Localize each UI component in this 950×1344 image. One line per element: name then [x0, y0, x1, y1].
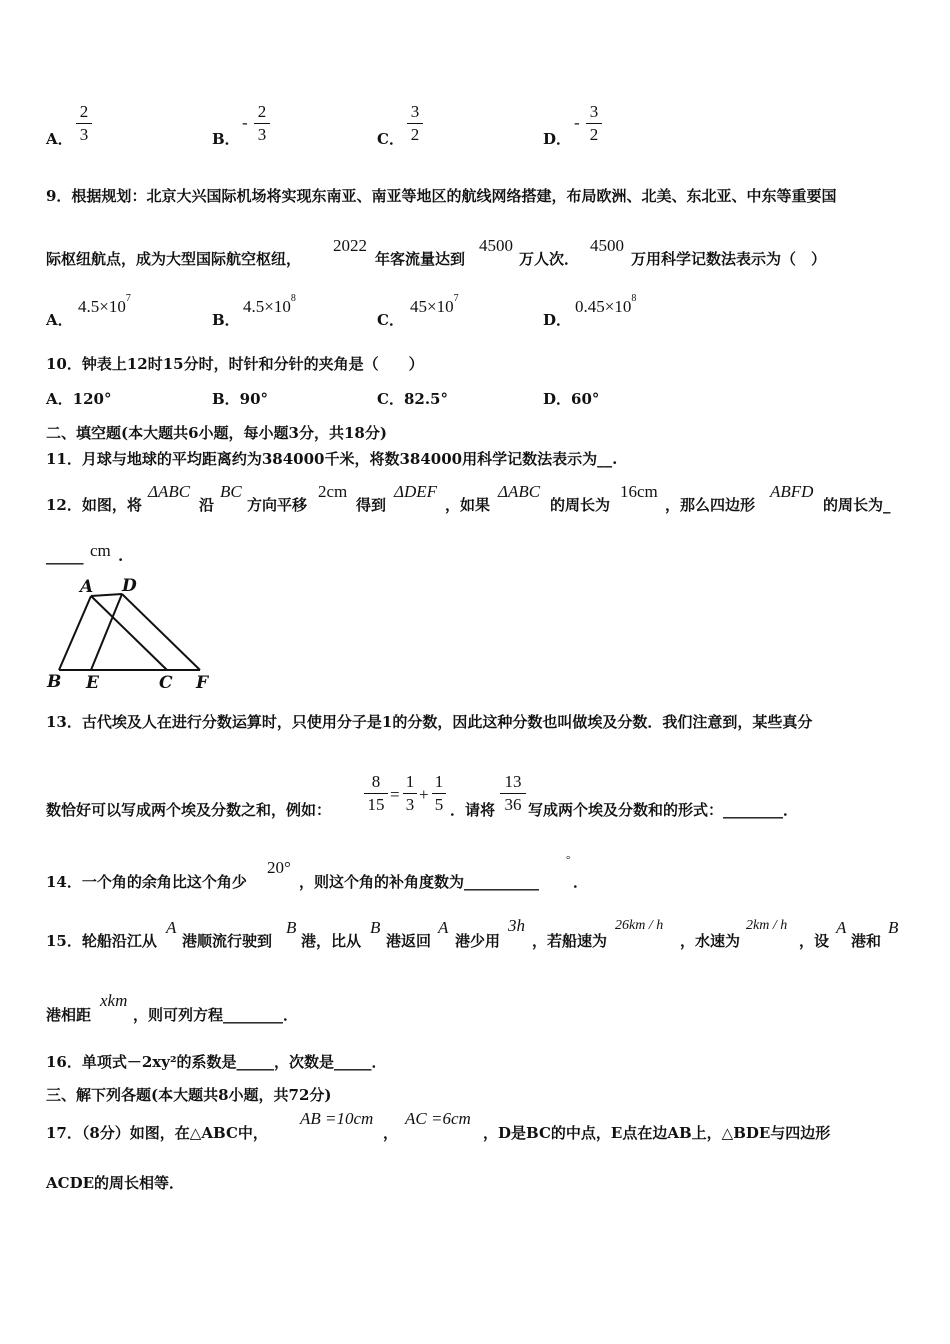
- label-a: A: [80, 577, 94, 597]
- fraction-1-3: 1 3: [403, 772, 417, 815]
- fraction-13-36: 13 36: [500, 772, 526, 815]
- q17-stem-line2: ACDE的周长相等．: [46, 1174, 185, 1192]
- section-2-heading: 二、填空题(本大题共6小题，每小题3分，共18分): [46, 424, 387, 442]
- fraction: 2 3: [254, 102, 270, 145]
- label-f: F: [196, 673, 209, 692]
- q10-stem: 10．钟表上12时15分时，时针和分针的夹角是（ ）: [46, 355, 424, 373]
- label-e: E: [86, 673, 99, 692]
- q13-stem-line1: 13．古代埃及人在进行分数运算时，只使用分子是1的分数，因此这种分数也叫做埃及分数．我们注意到，某些真分: [46, 713, 813, 731]
- label-d: D: [122, 576, 137, 596]
- fraction: 3 2: [586, 102, 602, 145]
- label-c: C: [159, 673, 173, 692]
- q16-stem: 16．单项式－2xy²的系数是_____，次数是_____．: [46, 1053, 387, 1071]
- fraction: 2 3: [76, 102, 92, 145]
- segment-de: [91, 594, 122, 670]
- fraction: 3 2: [407, 102, 423, 145]
- label-b: B: [47, 672, 62, 692]
- segment-ad: [91, 594, 122, 596]
- fraction-8-15: 8 15: [364, 772, 388, 815]
- q11-stem: 11．月球与地球的平均距离约为384000千米，将数384000用科学记数法表示为__.: [46, 450, 618, 468]
- segment-ab: [59, 596, 91, 670]
- segment-ac: [91, 596, 167, 670]
- fraction-1-5: 1 5: [432, 772, 446, 815]
- q9-stem-line1: 9．根据规划：北京大兴国际机场将实现东南亚、南亚等地区的航线网络搭建，布局欧洲、北美、东北亚、中东等重要国: [46, 187, 837, 205]
- q12-figure: [44, 574, 224, 692]
- section-3-heading: 三、解下列各题(本大题共8小题，共72分): [46, 1086, 332, 1104]
- segment-df: [122, 594, 200, 670]
